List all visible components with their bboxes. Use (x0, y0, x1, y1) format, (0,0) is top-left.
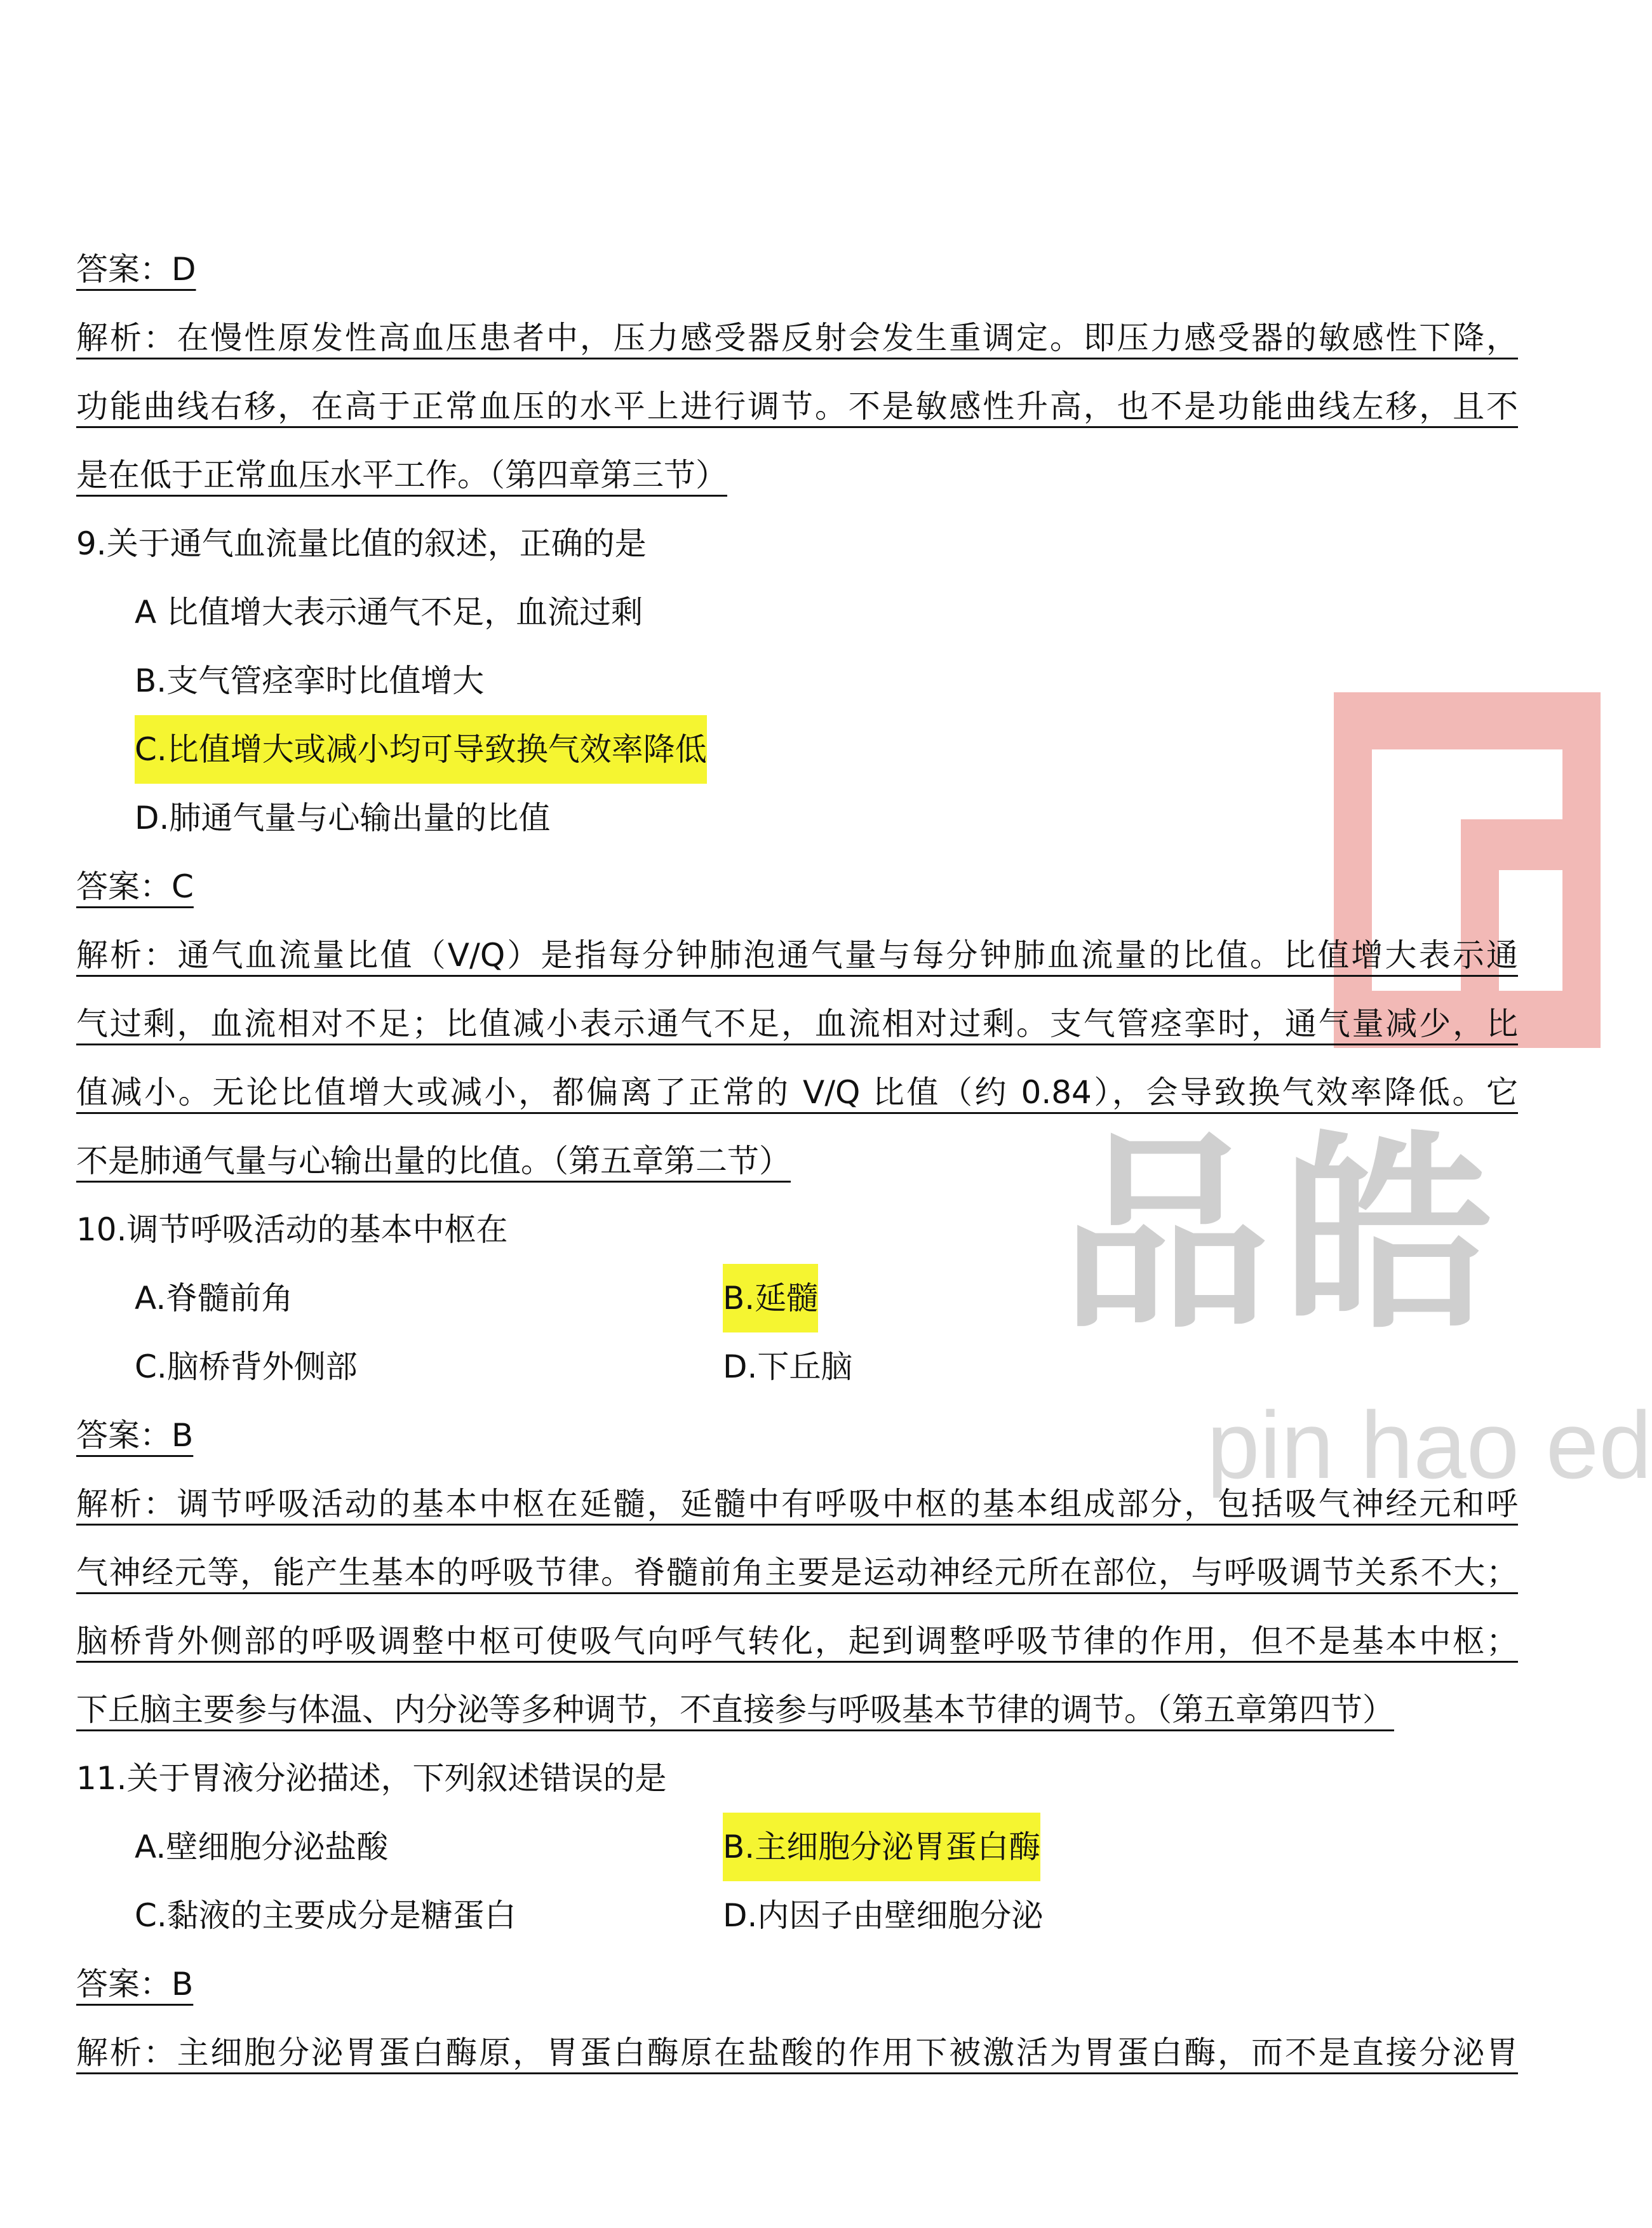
answer-line: 答案：B (76, 1417, 194, 1454)
analysis-line: 是在低于正常血压水平工作。（第四章第三节） (76, 457, 727, 493)
option-9a: A 比值增大表示通气不足，血流过剩 (135, 594, 643, 631)
analysis-line: 解析：在慢性原发性高血压患者中，压力感受器反射会发生重调定。即压力感受器的敏感性下降， (76, 319, 1518, 356)
analysis-line: 解析：主细胞分泌胃蛋白酶原，胃蛋白酶原在盐酸的作用下被激活为胃蛋白酶，而不是直接分泌胃 (76, 2034, 1518, 2071)
question-9: 9.关于通气血流量比值的叙述，正确的是 (76, 525, 647, 562)
options-row (76, 1813, 1518, 1881)
analysis-line: 解析：通气血流量比值（V/Q）是指每分钟肺泡通气量与每分钟肺血流量的比值。比值增大表示通 (76, 937, 1518, 974)
answer-line: 答案：C (76, 868, 194, 905)
option-11d: D.内因子由壁细胞分泌 (723, 1897, 1044, 1934)
option-10d: D.下丘脑 (723, 1348, 853, 1385)
question-10: 10.调节呼吸活动的基本中枢在 (76, 1211, 508, 1248)
analysis-line: 解析：调节呼吸活动的基本中枢在延髓，延髓中有呼吸中枢的基本组成部分，包括吸气神经元和呼 (76, 1486, 1518, 1522)
options-row (76, 1881, 1518, 1950)
option-11c: C.黏液的主要成分是糖蛋白 (135, 1897, 516, 1934)
analysis-line: 不是肺通气量与心输出量的比值。（第五章第二节） (76, 1143, 791, 1179)
document-body (76, 235, 1518, 2087)
analysis-line: 下丘脑主要参与体温、内分泌等多种调节，不直接参与呼吸基本节律的调节。（第五章第四节） (76, 1691, 1394, 1728)
option-11b-correct: B.主细胞分泌胃蛋白酶 (723, 1813, 1040, 1881)
analysis-line: 功能曲线右移，在高于正常血压的水平上进行调节。不是敏感性升高，也不是功能曲线左移，且不 (76, 388, 1518, 425)
options-row (76, 1332, 1518, 1401)
analysis-line: 气神经元等，能产生基本的呼吸节律。脊髓前角主要是运动神经元所在部位，与呼吸调节关系不大； (76, 1554, 1518, 1591)
option-10c: C.脑桥背外侧部 (135, 1348, 358, 1385)
watermark-subtext: pin hao ed (1207, 1392, 1652, 1498)
option-11a: A.壁细胞分泌盐酸 (135, 1829, 389, 1865)
analysis-line: 值减小。无论比值增大或减小，都偏离了正常的 V/Q 比值（约 0.84），会导致换气效率降低。它 (76, 1074, 1518, 1111)
analysis-line: 气过剩，血流相对不足；比值减小表示通气不足，血流相对过剩。支气管痉挛时，通气量减少，比 (76, 1005, 1518, 1042)
question-11: 11.关于胃液分泌描述，下列叙述错误的是 (76, 1760, 667, 1797)
option-9b: B.支气管痉挛时比值增大 (135, 662, 485, 699)
answer-line: 答案：D (76, 251, 196, 288)
option-9c-correct: C.比值增大或减小均可导致换气效率降低 (76, 715, 1518, 784)
options-row (76, 1264, 1518, 1332)
option-10b-correct: B.延髓 (723, 1264, 818, 1332)
watermark-text: 品皓 (1061, 1113, 1505, 1357)
answer-line: 答案：B (76, 1966, 194, 2003)
option-10a: A.脊髓前角 (135, 1280, 293, 1317)
analysis-line: 脑桥背外侧部的呼吸调整中枢可使吸气向呼气转化，起到调整呼吸节律的作用，但不是基本中枢； (76, 1623, 1518, 1660)
option-9d: D.肺通气量与心输出量的比值 (135, 800, 551, 836)
